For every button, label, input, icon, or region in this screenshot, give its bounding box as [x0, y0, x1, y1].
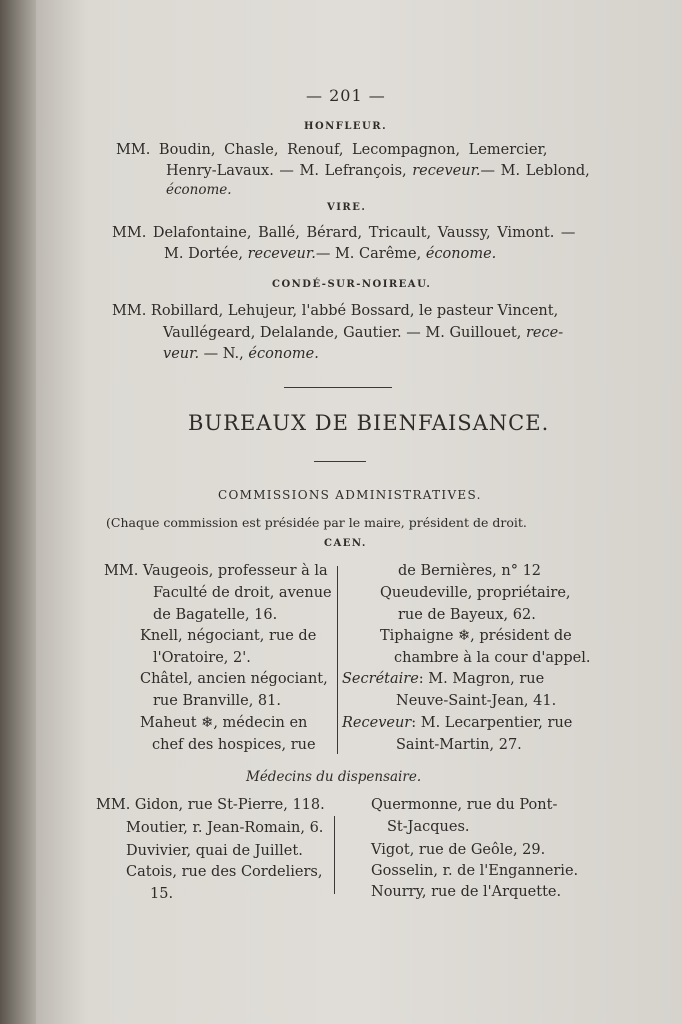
caen-left-line-3: de Bagatelle, 16.	[153, 607, 278, 623]
caen-column-divider	[337, 566, 338, 754]
medecins-right-line-2: St-Jacques.	[387, 819, 470, 835]
caen-left-line-2: Faculté de droit, avenue	[153, 585, 332, 601]
vire-line-1: MM. Delafontaine, Ballé, Bérard, Tricault, Vaussy, Vimont. —	[112, 225, 576, 241]
honfleur-line-1: MM. Boudin, Chasle, Renouf, Lecompagnon, Lemercier,	[116, 142, 548, 158]
caen-secretaire-label: Secrétaire	[342, 671, 419, 687]
vire-line-2-text: M. Dortée,	[164, 246, 248, 262]
caen-right-line-5: chambre à la cour d'appel.	[394, 650, 591, 666]
medecins-left-line-4: Catois, rue des Cordeliers,	[126, 864, 323, 880]
medecins-column-divider	[334, 816, 335, 894]
caen-left-line-8: Maheut ❄, médecin en	[140, 715, 308, 731]
medecins-right-line-5: Nourry, rue de l'Arquette.	[371, 884, 562, 900]
caen-left-line-7: rue Branville, 81.	[153, 693, 281, 709]
medecins-right-line-3: Vigot, rue de Geôle, 29.	[371, 842, 546, 858]
conde-heading: CONDÉ-SUR-NOIREAU.	[272, 279, 432, 290]
caen-right-line-8	[342, 715, 572, 731]
medecins-left-line-2: Moutier, r. Jean-Romain, 6.	[126, 820, 324, 836]
section-separator-top	[284, 387, 392, 388]
medecins-right-line-1: Quermonne, rue du Pont-	[371, 797, 558, 813]
commissions-note: (Chaque commission est présidée par le maire, président de droit.	[106, 515, 527, 530]
honfleur-line-2	[166, 163, 590, 179]
medecins-left-line-5: 15.	[150, 886, 174, 902]
page-number: — 201 —	[306, 86, 386, 105]
caen-right-line-3: rue de Bayeux, 62.	[398, 607, 536, 623]
caen-heading: CAEN.	[324, 538, 367, 549]
conde-line-3-mid: — N.,	[199, 346, 249, 362]
conde-line-2	[163, 325, 563, 341]
section-title: BUREAUX DE BIENFAISANCE.	[188, 411, 550, 435]
honfleur-line-2-text: Henry-Lavaux. — M. Lefrançois,	[166, 163, 413, 179]
conde-role-econome: économe.	[248, 346, 319, 362]
caen-right-line-4: Tiphaigne ❄, président de	[380, 628, 572, 644]
caen-right-line-6	[342, 671, 544, 687]
caen-right-line-1: de Bernières, n° 12	[398, 563, 542, 579]
honfleur-role-receveur: receveur.	[412, 163, 481, 179]
honfleur-role-econome: économe.	[166, 182, 232, 198]
honfleur-heading: HONFLEUR.	[304, 121, 388, 132]
medecins-left-line-1: MM. Gidon, rue St-Pierre, 118.	[96, 797, 325, 813]
caen-left-line-4: Knell, négociant, rue de	[140, 628, 317, 644]
honfleur-line-2-end: — M. Leblond,	[480, 163, 590, 179]
caen-right-line-9: Saint-Martin, 27.	[396, 737, 522, 753]
conde-line-3	[163, 346, 319, 362]
vire-role-econome: économe.	[425, 246, 497, 262]
vire-role-receveur: receveur.	[247, 246, 316, 262]
medecins-right-line-4: Gosselin, r. de l'Engannerie.	[371, 863, 579, 879]
caen-left-line-1: MM. Vaugeois, professeur à la	[104, 563, 328, 579]
book-spine-shadow	[0, 0, 40, 1024]
caen-receveur-text: : M. Lecarpentier, rue	[411, 715, 573, 731]
caen-secretaire-text: : M. Magron, rue	[418, 671, 545, 687]
vire-line-2-mid: — M. Carême,	[315, 246, 426, 262]
caen-right-line-7: Neuve-Saint-Jean, 41.	[396, 693, 557, 709]
caen-left-line-9: chef des hospices, rue	[152, 737, 316, 753]
vire-heading: VIRE.	[327, 202, 367, 213]
conde-line-1: MM. Robillard, Lehujeur, l'abbé Bossard, le pasteur Vincent,	[112, 303, 559, 319]
caen-right-line-2: Queudeville, propriétaire,	[380, 585, 571, 601]
conde-role-receveur-end: veur.	[163, 346, 200, 362]
section-separator-bottom	[314, 461, 366, 462]
commissions-heading: COMMISSIONS ADMINISTRATIVES.	[218, 488, 482, 502]
medecins-heading: Médecins du dispensaire.	[246, 769, 422, 785]
caen-receveur-label: Receveur	[342, 715, 412, 731]
conde-line-2-text: Vaullégeard, Delalande, Gautier. — M. Guillouet,	[163, 325, 526, 341]
medecins-left-line-3: Duvivier, quai de Juillet.	[126, 843, 303, 859]
caen-left-line-5: l'Oratoire, 2'.	[153, 650, 251, 666]
conde-role-receveur-start: rece-	[525, 325, 564, 341]
caen-left-line-6: Châtel, ancien négociant,	[140, 671, 328, 687]
vire-line-2	[164, 246, 496, 262]
